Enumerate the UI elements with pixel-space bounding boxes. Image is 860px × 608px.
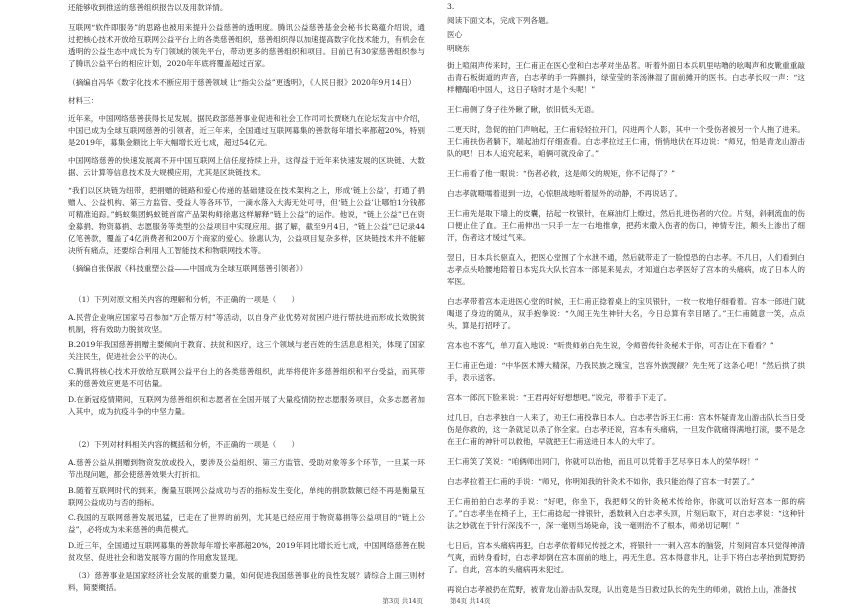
story-paragraph: 七日后，宫本头痛病再犯，白志孝依着师兄传授之术，将银针一一刺入宫本的脑袋，片刻间宫本只觉得神清气爽，而转身看时，白志孝却倒在宫本面前的地上，再无生息。宫本得意非凡，让手下将白志孝抬到荒野扔了。自此，宫本的头痛病再未犯过。 — [447, 541, 805, 574]
question-number: 3. — [447, 2, 455, 11]
question-3: （3）慈善事业是国家经济社会发展的重要力量，如何促进我国慈善事业的良性发展？请综合上面三则材料，简要概括。 — [68, 571, 425, 592]
material3-source: （摘编自张保淑《科技重塑公益——中国成为全球互联网慈善引领者》） — [68, 264, 308, 273]
question-1-stem: （1）下列对原文相关内容的理解和分析，不正确的一项是（ ） — [74, 295, 300, 304]
story-paragraph: 二更天时，急促的拍门声响起，王仁甫轻轻拉开门，闪进两个人影，其中一个受伤者被另一个人拖了进来。王仁甫扶伤者躺下，端起油灯仔细查看。白志孝拉过王仁甫，悄悄地伏在耳边说：“师兄，怕是青龙山游击队的吧！日本人追究起来，咱俩可就没命了。” — [447, 125, 805, 158]
story-paragraph: 王仁甫笑了笑说：“咱俩师出同门，你就可以治他，而且可以凭着手艺尽享日本人的荣华呀！” — [447, 457, 759, 466]
question-1-option-b: B.2019年我国慈善捐赠主要倾向于教育、扶贫和医疗，这三个领域与老百姓的生活息息相关，体现了国家关注民生，促进社会公平的决心。 — [68, 340, 425, 361]
left-column — [68, 2, 425, 595]
story-paragraph: 白志孝就嗫嚅着退到一边，心惊胆战地听着屋外的动静，不再说话了。 — [447, 189, 683, 198]
story-paragraph: 再说白志孝被扔在荒野，被青龙山游击队发现，认出竟是当日救过队长的先生的师弟，就抬上山，准备找 — [447, 585, 797, 594]
story-paragraph: 白志孝拉着王仁甫的手说：“师兄，你明知我的针灸术不如你，我只能治得了宫本一时罢了。” — [447, 477, 755, 486]
story-paragraph: 王仁甫看了他一眼说：“伤者必救，这是师父的规矩，你不记得了？” — [447, 169, 675, 178]
story-paragraph: 过几日，白志孝独自一人来了，劝王仁甫投靠日本人。白志孝告诉王仁甫：宫本怀疑青龙山游击队长当日受伤是你救的，这一条就足以杀了你全家。白志孝还说，宫本有头痛病，一旦发作就痛得满地打滚，要不是念在王仁甫的神针可以救他，早就把王仁甫送进日本人的大牢了。 — [447, 413, 805, 446]
question-2-option-b: B.随着互联网时代的到来，衡量互联网公益成功与否的指标发生变化，单纯的捐款数额已经不再是衡量互联网公益成功与否的指标。 — [68, 486, 425, 507]
story-paragraph: 王仁甫拍拍白志孝的手说：“好吧，你坐下，我把师父的针灸秘术传给你，你就可以治好宫本一郎的病了。”白志孝坐在椅子上，王仁甫捻起一排银针，悉数刺入白志孝头顶，片刻后取下，对白志孝说：“这种针法之妙就在于针行深浅不一，深一毫则当场毙命，浅一毫则治不了根本，师弟切记啊！” — [447, 497, 805, 530]
reading-instruction: 阅读下面文本，完成下列各题。 — [447, 16, 554, 25]
page-number-left: 第3页 共14页 — [382, 597, 423, 605]
material3-paragraph-1: 近年来，中国网络慈善获得长足发展。据民政部慈善事业促进和社会工作司司长贾晓九在论坛发言中介绍，中国已成为全球互联网慈善的引领者，近三年来，全国通过互联网募集的善款每年增长率都超20%，特别是2019年，募集金额比上年大幅增长近七成，超过54亿元。 — [68, 114, 425, 147]
question-2-option-d: D.近三年，全国通过互联网募集的善款每年增长率都超20%，2019年同比增长近七成，中国网络慈善在脱贫攻坚、促进社会和谐发展等方面的作用愈发显现。 — [68, 541, 425, 562]
question-2-option-a: A.慈善公益从捐赠到物资发放或投入，要涉及公益组织、第三方监管、受助对象等多个环节，一旦某一环节出现问题，都会使慈善效果大打折扣。 — [68, 458, 425, 479]
story-author: 明晓东 — [447, 44, 470, 53]
question-2-option-c: C.我国的互联网慈善发展迅猛，已走在了世界的前列，尤其是已经应用于物资募捐等公益项目的“链上公益”，必将成为未来慈善的典范模式。 — [68, 513, 425, 534]
story-paragraph: 翌日，日本兵长驱直入，把医心堂围了个水泄不通，然后就带走了一脸惶恐的白志孝。不几日，人们看到白志孝点头哈腰地陪着日本宪兵大队长宫本一郎晃来晃去，才知道白志孝医好了宫本的头痛病，成了日本人的军医。 — [447, 253, 805, 286]
question-1-option-c: C.腾讯将核心技术开放给互联网公益平台上的各类慈善组织，此举将使许多慈善组织和平台受益，而其带来的慈善效应更是不可估量。 — [68, 367, 425, 388]
material3-paragraph-2: 中国网络慈善的快速发展离不开中国互联网上信任度持续上升，这得益于近年来快速发展的区块链、大数据、云计算等信息技术及大规模应用，尤其是区块链技术。 — [68, 156, 425, 177]
story-title: 医心 — [447, 30, 463, 39]
story-paragraph: 白志孝带着宫本走进医心堂的时候，王仁甫正捻着桌上的宝贝银针，一枚一枚地仔细看着。宫本一郎进门就喝退了身边的随从，双手抱拳说：“久闻王先生神针大名，今日总算有幸目睹了。”王仁甫随意一笑，点点头，算是打招呼了。 — [447, 297, 805, 330]
story-paragraph: 王仁甫先是取下墙上的皮囊，拈起一枚银针，在麻油灯上燎过，然后扎进伤者的穴位。片刻，斜刺流血的伤口便止住了血。王仁甫伸出一只手一左一右地推拿，把药末撒入伤者的伤口，神情专注，额头上渗出了细汗，伤者这才缓过气来。 — [447, 209, 805, 242]
question-1-option-a: A.民营企业响应国家号召参加“万企帮万村”等活动，以自身产业优势对贫困户进行帮扶进而形成长效脱贫机制，将有效助力脱贫攻坚。 — [68, 313, 425, 334]
material3-label: 材料三： — [68, 96, 99, 105]
story-paragraph: 王仁甫正色道：“中华医术博大精深，乃我民族之瑰宝，岂容外族觊觎？先生死了这条心吧！”然后拱了拱手，表示送客。 — [447, 361, 805, 382]
page-number-right: 第4页 共14页 — [450, 597, 491, 605]
question-2-stem: （2）下列对材料相关内容的概括和分析，不正确的一项是（ ） — [74, 440, 300, 449]
story-paragraph: 宫本也不客气，单刀直入地说：“听贵师弟白先生说，令师曾传针灸秘术于你，可否让在下看看？” — [447, 341, 774, 350]
story-paragraph: 王仁甫侧了身子往外瞅了瞅，依旧低头无语。 — [447, 105, 599, 114]
right-column — [447, 1, 805, 597]
material2-source: （摘编自冯华《数字化技术不断应用于慈善领域 让“指尖公益”更透明》，《人民日报》2020年9月14日） — [68, 78, 416, 87]
question-1-option-d: D.在新冠疫情期间，互联网为慈善组织和志愿者在全国开展了大量疫情防控志愿服务项目，众多志愿者加入其中，成为抗疫斗争的中坚力量。 — [68, 395, 425, 416]
material3-paragraph-3: “我们以区块链为纽带，把捐赠的链路和爱心传递的基础建设在技术架构之上，形成‘链上公益’，打通了捐赠人、公益机构、第三方监管、受益人等各环节，一滴水落入大海无处可寻，但‘链上公益’让哪怕1分钱都可精准追踪。”蚂蚁集团蚂蚁链首席产品架构师徐惠这样解释“链上公益”的运作。他说，“链上公益”已在资金募捐、物资募捐、志愿服务等类型的公益项目中实现应用。据了解，截至9月4日，“链上公益”已记录44亿笔善款，覆盖了4亿消费者和200万个商家的爱心。徐惠认为，公益项目复杂多样，区块链技术并不能解决所有痛点，还要综合利用人工智能技术和物联网技术等。 — [68, 186, 425, 255]
material2-paragraph: 互联网“软件即服务”的思路也被用来提升公益慈善的透明度。腾讯公益慈善基金会秘书长葛蕴介绍说，通过把核心技术开放给互联网公益平台上的各类慈善组织，慈善组织得以加速提高数字化技术能力，有机会在透明的公益生态中成长为专门领域的领先平台，带动更多的慈善组织和项目。目前已有30家慈善组织参与了腾讯公益平台的相应计划，2020年年底将覆盖超过百家。 — [68, 23, 425, 68]
story-paragraph: 街上喧闹声传来时，王仁甫正在医心堂和白志孝对坐品茗。听着外面日本兵叽里咕噜的吆喝声和皮靴重重敲击青石板街道的声音，白志孝的手一阵颤抖，绿莹莹的茶汤淋湿了面前摊开的医书。白志孝长叹一声：“这样糟蹋咱中国人，这日子啥时才是个头呢！” — [447, 61, 805, 94]
story-paragraph: 宫本一郎沉下脸来说：“王君再好好想想吧。”说完，带着手下走了。 — [447, 393, 672, 402]
continued-paragraph: 还能够收到推送的慈善组织报告以及用款详情。 — [68, 3, 228, 12]
